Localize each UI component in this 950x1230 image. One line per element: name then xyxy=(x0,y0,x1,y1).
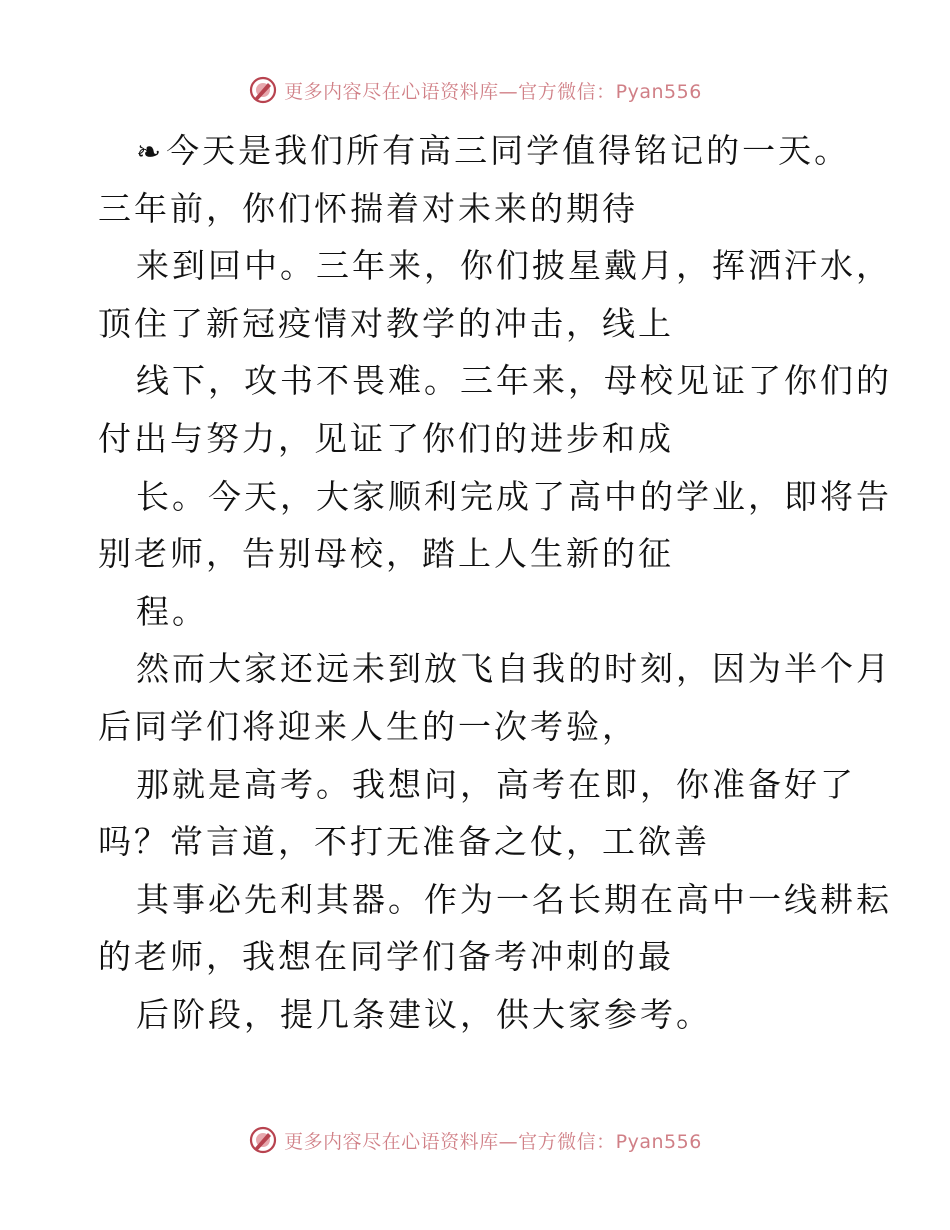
text-line-content: 顶住了新冠疫情对教学的冲击，线上 xyxy=(98,303,674,343)
text-line-content: 后同学们将迎来人生的一次考验， xyxy=(98,706,638,746)
text-line-content: 程。 xyxy=(136,591,208,631)
text-line xyxy=(98,525,858,583)
text-line xyxy=(98,928,858,986)
header-watermark-banner xyxy=(0,72,950,108)
text-line xyxy=(98,986,858,1044)
watermark-text: 更多内容尽在心语资料库—官方微信：Pyan556 xyxy=(284,1130,702,1153)
text-line-content: 的老师，我想在同学们备考冲刺的最 xyxy=(98,937,674,977)
text-line xyxy=(98,583,858,641)
flourish-ornament-icon: ❧ xyxy=(136,135,165,170)
text-line-content: 别老师，告别母校，踏上人生新的征 xyxy=(98,534,674,574)
text-line xyxy=(98,352,892,410)
text-line xyxy=(98,410,858,468)
text-line xyxy=(98,640,892,698)
text-line-content: 今天是我们所有高三同学值得铭记的一天。 xyxy=(166,131,851,170)
text-line-content: 那就是高考。我想问，高考在即，你准备好了 xyxy=(136,764,856,804)
pen-logo-icon xyxy=(248,75,278,105)
text-line xyxy=(98,871,892,929)
text-line-content: 三年前，你们怀揣着对未来的期待 xyxy=(98,188,638,228)
text-line-content: 长。今天，大家顺利完成了高中的学业，即将告 xyxy=(136,476,892,516)
document-body xyxy=(98,122,892,1044)
text-line xyxy=(98,237,892,295)
text-line-content: 然而大家还远未到放飞自我的时刻，因为半个月 xyxy=(136,649,892,689)
text-line-content: 吗？常言道，不打无准备之仗，工欲善 xyxy=(98,822,710,862)
watermark-text: 更多内容尽在心语资料库—官方微信：Pyan556 xyxy=(284,80,702,103)
text-line xyxy=(98,122,858,180)
text-line xyxy=(98,756,858,814)
text-line-content: 付出与努力，见证了你们的进步和成 xyxy=(98,418,674,458)
footer-watermark-banner xyxy=(0,1122,950,1158)
text-line-content: 其事必先利其器。作为一名长期在高中一线耕耘 xyxy=(136,879,892,919)
text-line-content: 线下，攻书不畏难。三年来，母校见证了你们的 xyxy=(136,361,892,401)
text-line-content: 后阶段，提几条建议，供大家参考。 xyxy=(136,994,712,1034)
text-line xyxy=(98,180,858,238)
text-line xyxy=(98,698,858,756)
text-line xyxy=(98,468,892,526)
pen-logo-icon xyxy=(248,1125,278,1155)
text-line-content: 来到回中。三年来，你们披星戴月，挥洒汗水， xyxy=(136,246,892,286)
text-line xyxy=(98,813,858,871)
text-line xyxy=(98,295,858,353)
